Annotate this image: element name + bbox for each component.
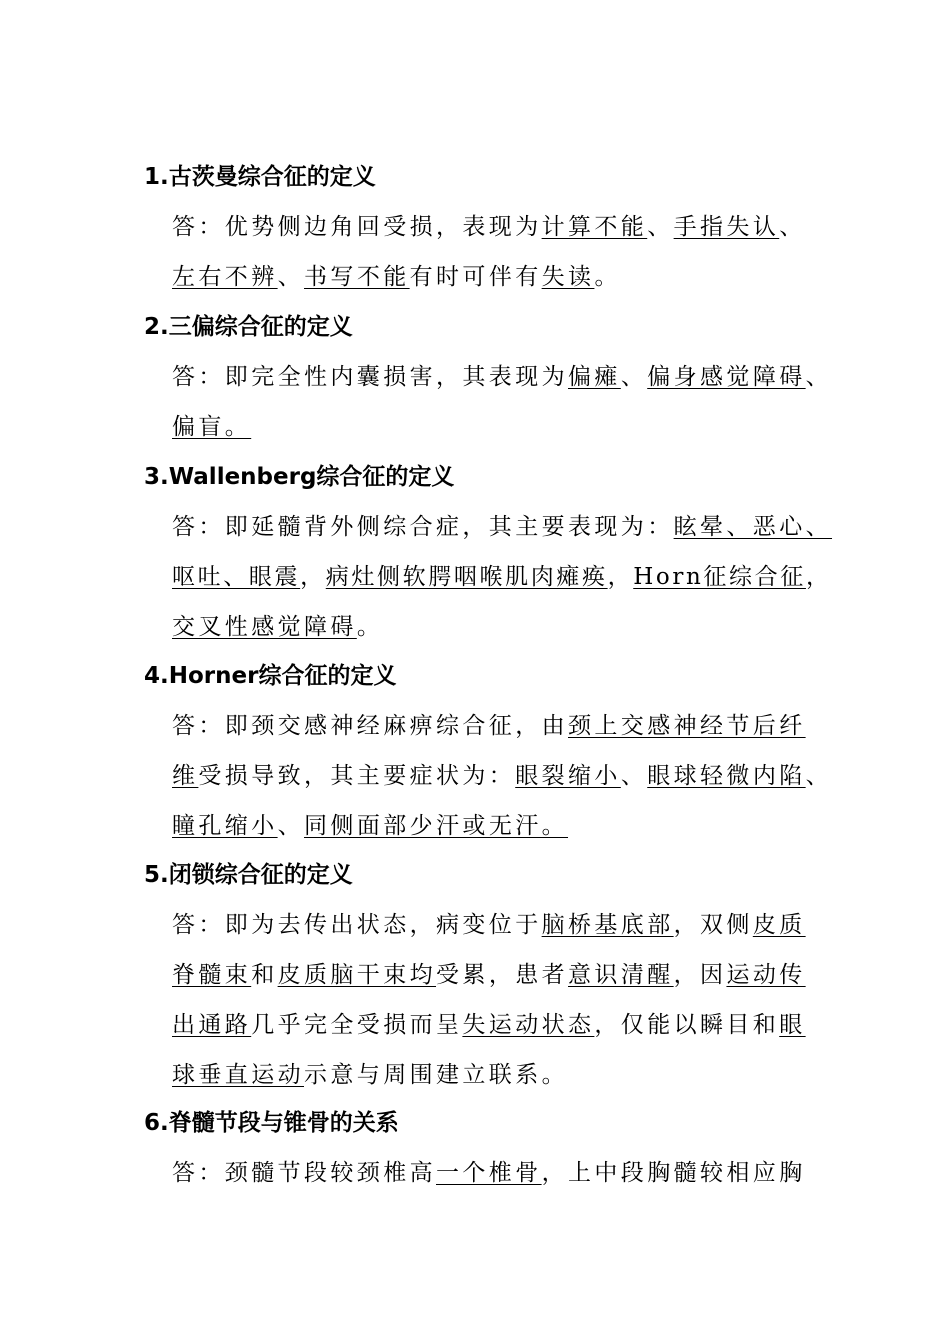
answer-text: 、: [620, 364, 648, 390]
underlined-term: 眼裂缩小: [515, 763, 621, 789]
answer-text: ，因: [673, 962, 727, 988]
underlined-term: 球垂直运动: [172, 1062, 304, 1088]
underlined-term: 交叉性感觉障碍: [172, 614, 357, 640]
underlined-term: 眩晕、恶心、: [673, 514, 833, 540]
underlined-term: 手指失认: [673, 214, 780, 240]
underlined-term: 失读: [541, 264, 595, 290]
answer-text: 。: [594, 264, 621, 290]
answer-text: 答：即完全性内囊损害，其表现为: [172, 364, 568, 390]
answer-text: ，双侧: [673, 912, 753, 938]
answer-text: 、: [805, 763, 833, 789]
question-heading: 5.闭锁综合征的定义: [144, 862, 353, 888]
answer-text: ，: [607, 564, 634, 590]
underlined-term: 一个椎骨: [436, 1160, 542, 1186]
answer-text: 、: [779, 214, 806, 240]
underlined-term: 眼球轻微内陷: [647, 763, 806, 789]
answer-text: 、: [647, 214, 674, 240]
question-heading: 3.Wallenberg综合征的定义: [144, 464, 455, 490]
answer-line: [172, 258, 621, 291]
answer-text: ，: [805, 564, 832, 590]
answer-line: [172, 807, 568, 840]
answer-text: 、: [620, 763, 648, 789]
answer-line: [172, 408, 251, 441]
answer-text: 、: [805, 364, 833, 390]
answer-text: 、: [277, 813, 305, 839]
answer-line: [172, 1154, 806, 1187]
answer-line: [172, 558, 832, 591]
answer-text: 示意与周围建立联系。: [304, 1062, 568, 1088]
underlined-term: 运动传: [726, 962, 806, 988]
underlined-term: 书写不能: [304, 264, 410, 290]
answer-line: [172, 956, 806, 989]
answer-line: [172, 707, 806, 740]
underlined-term: 皮质脑干束均: [277, 962, 437, 988]
answer-text: ，: [300, 564, 326, 590]
answer-text: 答：即延髓背外侧综合症，其主要表现为：: [172, 514, 674, 540]
answer-line: [172, 358, 832, 391]
answer-text: 答：即为去传出状态，病变位于: [172, 912, 542, 938]
underlined-term: 左右不辨: [172, 264, 278, 290]
underlined-term: 脊髓束: [172, 962, 252, 988]
underlined-term: 偏身感觉障碍: [647, 364, 806, 390]
underlined-term: 同侧面部少汗或无汗。: [304, 813, 569, 839]
question-heading: 2.三偏综合征的定义: [144, 314, 353, 340]
underlined-term: 意识清醒: [568, 962, 674, 988]
answer-text: ，上中段胸髓较相应胸: [541, 1160, 806, 1186]
underlined-term: 皮质: [752, 912, 806, 938]
answer-text: 答：颈髓节段较颈椎高: [172, 1160, 436, 1186]
answer-text: 。: [356, 614, 384, 640]
answer-text: 答：优势侧边角回受损，表现为: [172, 214, 542, 240]
answer-line: [172, 508, 832, 541]
underlined-term: 呕吐、眼震: [172, 564, 301, 590]
underlined-term: 偏盲。: [172, 414, 252, 440]
underlined-term: 眼: [779, 1012, 806, 1038]
answer-text: 受损导致，其主要症状为：: [198, 763, 516, 789]
answer-text: ，仅能以瞬目和: [594, 1012, 780, 1038]
underlined-term: 颈上交感神经节后纤: [568, 713, 806, 739]
underlined-term: Horn征综合征: [633, 564, 806, 590]
answer-text: 受累，患者: [436, 962, 569, 988]
underlined-term: 失运动状态: [462, 1012, 595, 1038]
answer-text: 有时可伴有: [409, 264, 542, 290]
question-heading: 4.Horner综合征的定义: [144, 663, 397, 689]
question-heading: 1.古茨曼综合征的定义: [144, 164, 376, 190]
answer-line: [172, 1006, 806, 1039]
underlined-term: 计算不能: [541, 214, 648, 240]
answer-text: 、: [277, 264, 305, 290]
underlined-term: 出通路: [172, 1012, 252, 1038]
answer-line: [172, 1056, 568, 1089]
underlined-term: 维: [172, 763, 199, 789]
answer-text: 和: [251, 962, 278, 988]
answer-line: [172, 906, 806, 939]
answer-line: [172, 608, 383, 641]
answer-text: 答：即颈交感神经麻痹综合征，由: [172, 713, 568, 739]
underlined-term: 病灶侧软腭咽喉肌肉瘫痪: [325, 564, 608, 590]
answer-text: 几乎完全受损而呈: [251, 1012, 463, 1038]
answer-line: [172, 208, 806, 241]
underlined-term: 偏瘫: [568, 364, 621, 390]
underlined-term: 瞳孔缩小: [172, 813, 278, 839]
answer-line: [172, 757, 832, 790]
underlined-term: 脑桥基底部: [541, 912, 674, 938]
question-heading: 6.脊髓节段与锥骨的关系: [144, 1110, 399, 1136]
